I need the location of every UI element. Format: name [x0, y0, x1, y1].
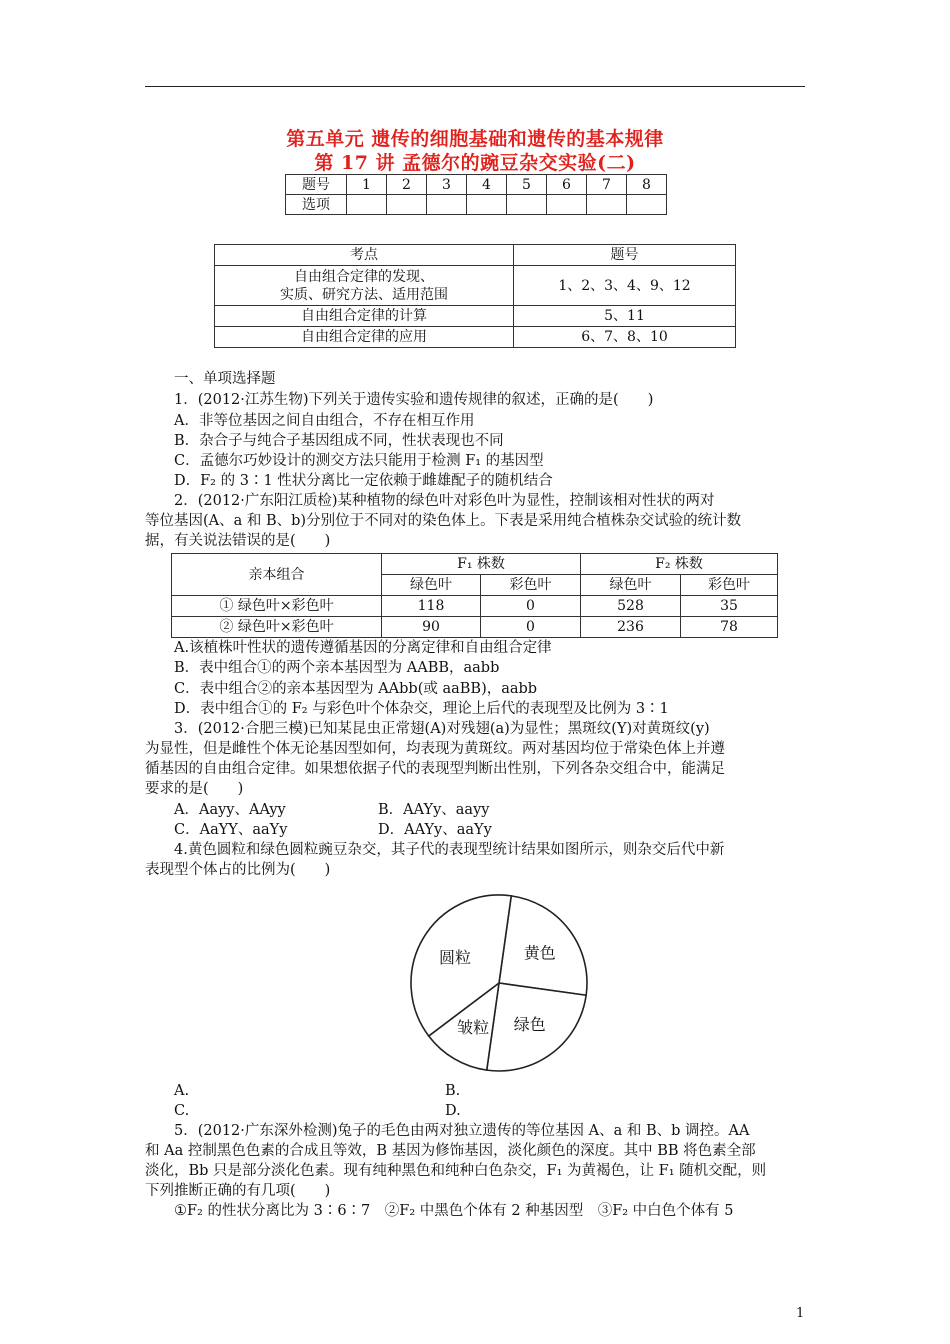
answer-table-row1-label: 题号 [286, 175, 347, 195]
answer-number: 8 [627, 175, 667, 195]
table-cell: 78 [681, 617, 778, 638]
q4-option-d[interactable]: D. [445, 1103, 461, 1119]
questions-cell: 5、11 [514, 306, 736, 327]
unit-title: 第五单元 遗传的细胞基础和遗传的基本规律 [286, 128, 664, 150]
questions-cell: 1、2、3、4、9、12 [514, 266, 736, 306]
q4-stem-line: 表现型个体占的比例为( ) [145, 862, 331, 878]
f1-colored-header: 彩色叶 [481, 575, 581, 596]
answer-cell[interactable] [547, 195, 587, 215]
table-cell: 118 [382, 596, 481, 617]
topic-line: 自由组合定律的发现、 [294, 268, 434, 285]
answer-number: 4 [467, 175, 507, 195]
q2-stem-line: 据，有关说法错误的是( ) [145, 533, 331, 549]
topic-cell: 自由组合定律的应用 [215, 327, 514, 348]
table-cell: 90 [382, 617, 481, 638]
answer-cell[interactable] [507, 195, 547, 215]
header-rule [145, 86, 805, 87]
answer-number: 1 [347, 175, 387, 195]
q2-stem-line: 等位基因(A、a 和 B、b)分别位于不同对的染色体上。下表是采用纯合植株杂交试验的统计数 [145, 513, 742, 529]
q1-option-d[interactable]: D．F₂ 的 3∶1 性状分离比一定依赖于雌雄配子的随机结合 [174, 473, 553, 489]
q1-option-c[interactable]: C．孟德尔巧妙设计的测交方法只能用于检测 F₁ 的基因型 [174, 453, 544, 469]
answer-cell[interactable] [347, 195, 387, 215]
q2-option-c[interactable]: C．表中组合②的亲本基因型为 AAbb(或 aaBB)，aabb [174, 681, 538, 697]
q3-stem-line: 要求的是( ) [145, 781, 244, 797]
q3-stem-line: 3．(2012·合肥三模)已知某昆虫正常翅(A)对残翅(a)为显性；黑斑纹(Y)对黄斑纹(y) [174, 721, 710, 737]
q3-option-a[interactable]: A．Aayy、AAyy [174, 802, 286, 818]
q5-stem-line: 淡化，Bb 只是部分淡化色素。现有纯种黑色和纯种白色杂交，F₁ 为黄褐色，让 F₁ 随机交配，则 [145, 1163, 767, 1179]
pie-slice-label: 圆粒 [439, 948, 472, 968]
q5-stem-line: ①F₂ 的性状分离比为 3∶6∶7 ②F₂ 中黑色个体有 2 种基因型 ③F₂ 中白色个体有 5 [174, 1203, 734, 1219]
f1-header: F₁ 株数 [382, 554, 581, 575]
q2-option-b[interactable]: B．表中组合①的两个亲本基因型为 AABB，aabb [174, 660, 500, 676]
answer-number: 6 [547, 175, 587, 195]
table-cell: 35 [681, 596, 778, 617]
topic-cell: 自由组合定律的计算 [215, 306, 514, 327]
q3-stem-line: 为显性，但是雌性个体无论基因型如何，均表现为黄斑纹。两对基因均位于常染色体上并遵 [145, 741, 725, 757]
q3-option-c[interactable]: C．AaYY、aaYy [174, 822, 288, 838]
answer-table [285, 174, 667, 215]
table-cell: 0 [481, 617, 581, 638]
q2-option-a[interactable]: A.该植株叶性状的遗传遵循基因的分离定律和自由组合定律 [174, 640, 552, 656]
q4-option-c[interactable]: C. [174, 1103, 190, 1119]
pie-chart [394, 888, 604, 1078]
answer-cell[interactable] [627, 195, 667, 215]
answer-number: 7 [587, 175, 627, 195]
q5-stem-line: 下列推断正确的有几项( ) [145, 1183, 331, 1199]
q2-stem-line: 2．(2012·广东阳江质检)某种植物的绿色叶对彩色叶为显性，控制该相对性状的两对 [174, 493, 715, 509]
q4-option-b[interactable]: B. [445, 1083, 461, 1099]
answer-table-row2-label: 选项 [286, 195, 347, 215]
table-cell: 528 [581, 596, 681, 617]
table-cell: 0 [481, 596, 581, 617]
pie-slice-label: 绿色 [513, 1014, 546, 1034]
section-heading: 一、单项选择题 [174, 371, 276, 387]
questions-header: 题号 [514, 245, 736, 266]
q1-option-a[interactable]: A．非等位基因之间自由组合，不存在相互作用 [174, 413, 475, 429]
answer-cell[interactable] [467, 195, 507, 215]
answer-number: 2 [387, 175, 427, 195]
answer-cell[interactable] [587, 195, 627, 215]
q4-stem-line: 4.黄色圆粒和绿色圆粒豌豆杂交，其子代的表现型统计结果如图所示，则杂交后代中新 [174, 842, 725, 858]
lecture-title: 第 17 讲 孟德尔的豌豆杂交实验(二) [314, 152, 636, 174]
q3-option-d[interactable]: D．AAYy、aaYy [378, 822, 492, 838]
topic-table [214, 244, 736, 348]
q2-data-table [171, 553, 778, 638]
q1-option-b[interactable]: B．杂合子与纯合子基因组成不同，性状表现也不同 [174, 433, 504, 449]
page-number: 1 [796, 1306, 805, 1321]
q2-option-d[interactable]: D．表中组合①的 F₂ 与彩色叶个体杂交，理论上后代的表现型及比例为 3∶1 [174, 701, 669, 717]
topic-cell [215, 266, 514, 306]
topic-line: 实质、研究方法、适用范围 [280, 286, 448, 303]
answer-number: 3 [427, 175, 467, 195]
answer-cell[interactable] [387, 195, 427, 215]
q4-option-a[interactable]: A. [174, 1083, 190, 1099]
table-cell: 236 [581, 617, 681, 638]
questions-cell: 6、7、8、10 [514, 327, 736, 348]
q1-stem: 1．(2012·江苏生物)下列关于遗传实验和遗传规律的叙述，正确的是( ) [174, 392, 654, 408]
q3-stem-line: 循基因的自由组合定律。如果想依据子代的表现型判断出性别，下列各杂交组合中，能满足 [145, 761, 725, 777]
f2-header: F₂ 株数 [581, 554, 778, 575]
answer-number: 5 [507, 175, 547, 195]
q3-option-b[interactable]: B．AAYy、aayy [378, 802, 490, 818]
row-label: ② 绿色叶×彩色叶 [172, 617, 382, 638]
q5-stem-line: 和 Aa 控制黑色色素的合成且等效，B 基因为修饰基因，淡化颜色的深度。其中 BB 将色素全部 [145, 1143, 756, 1159]
pie-slice-label: 皱粒 [457, 1017, 490, 1037]
f2-green-header: 绿色叶 [581, 575, 681, 596]
row-label: ① 绿色叶×彩色叶 [172, 596, 382, 617]
q5-stem-line: 5．(2012·广东深外检测)兔子的毛色由两对独立遗传的等位基因 A、a 和 B、b 调控。AA [174, 1123, 750, 1139]
answer-cell[interactable] [427, 195, 467, 215]
f2-colored-header: 彩色叶 [681, 575, 778, 596]
parent-combo-header: 亲本组合 [172, 554, 382, 596]
pie-slice-label: 黄色 [523, 943, 556, 963]
topic-header: 考点 [215, 245, 514, 266]
f1-green-header: 绿色叶 [382, 575, 481, 596]
